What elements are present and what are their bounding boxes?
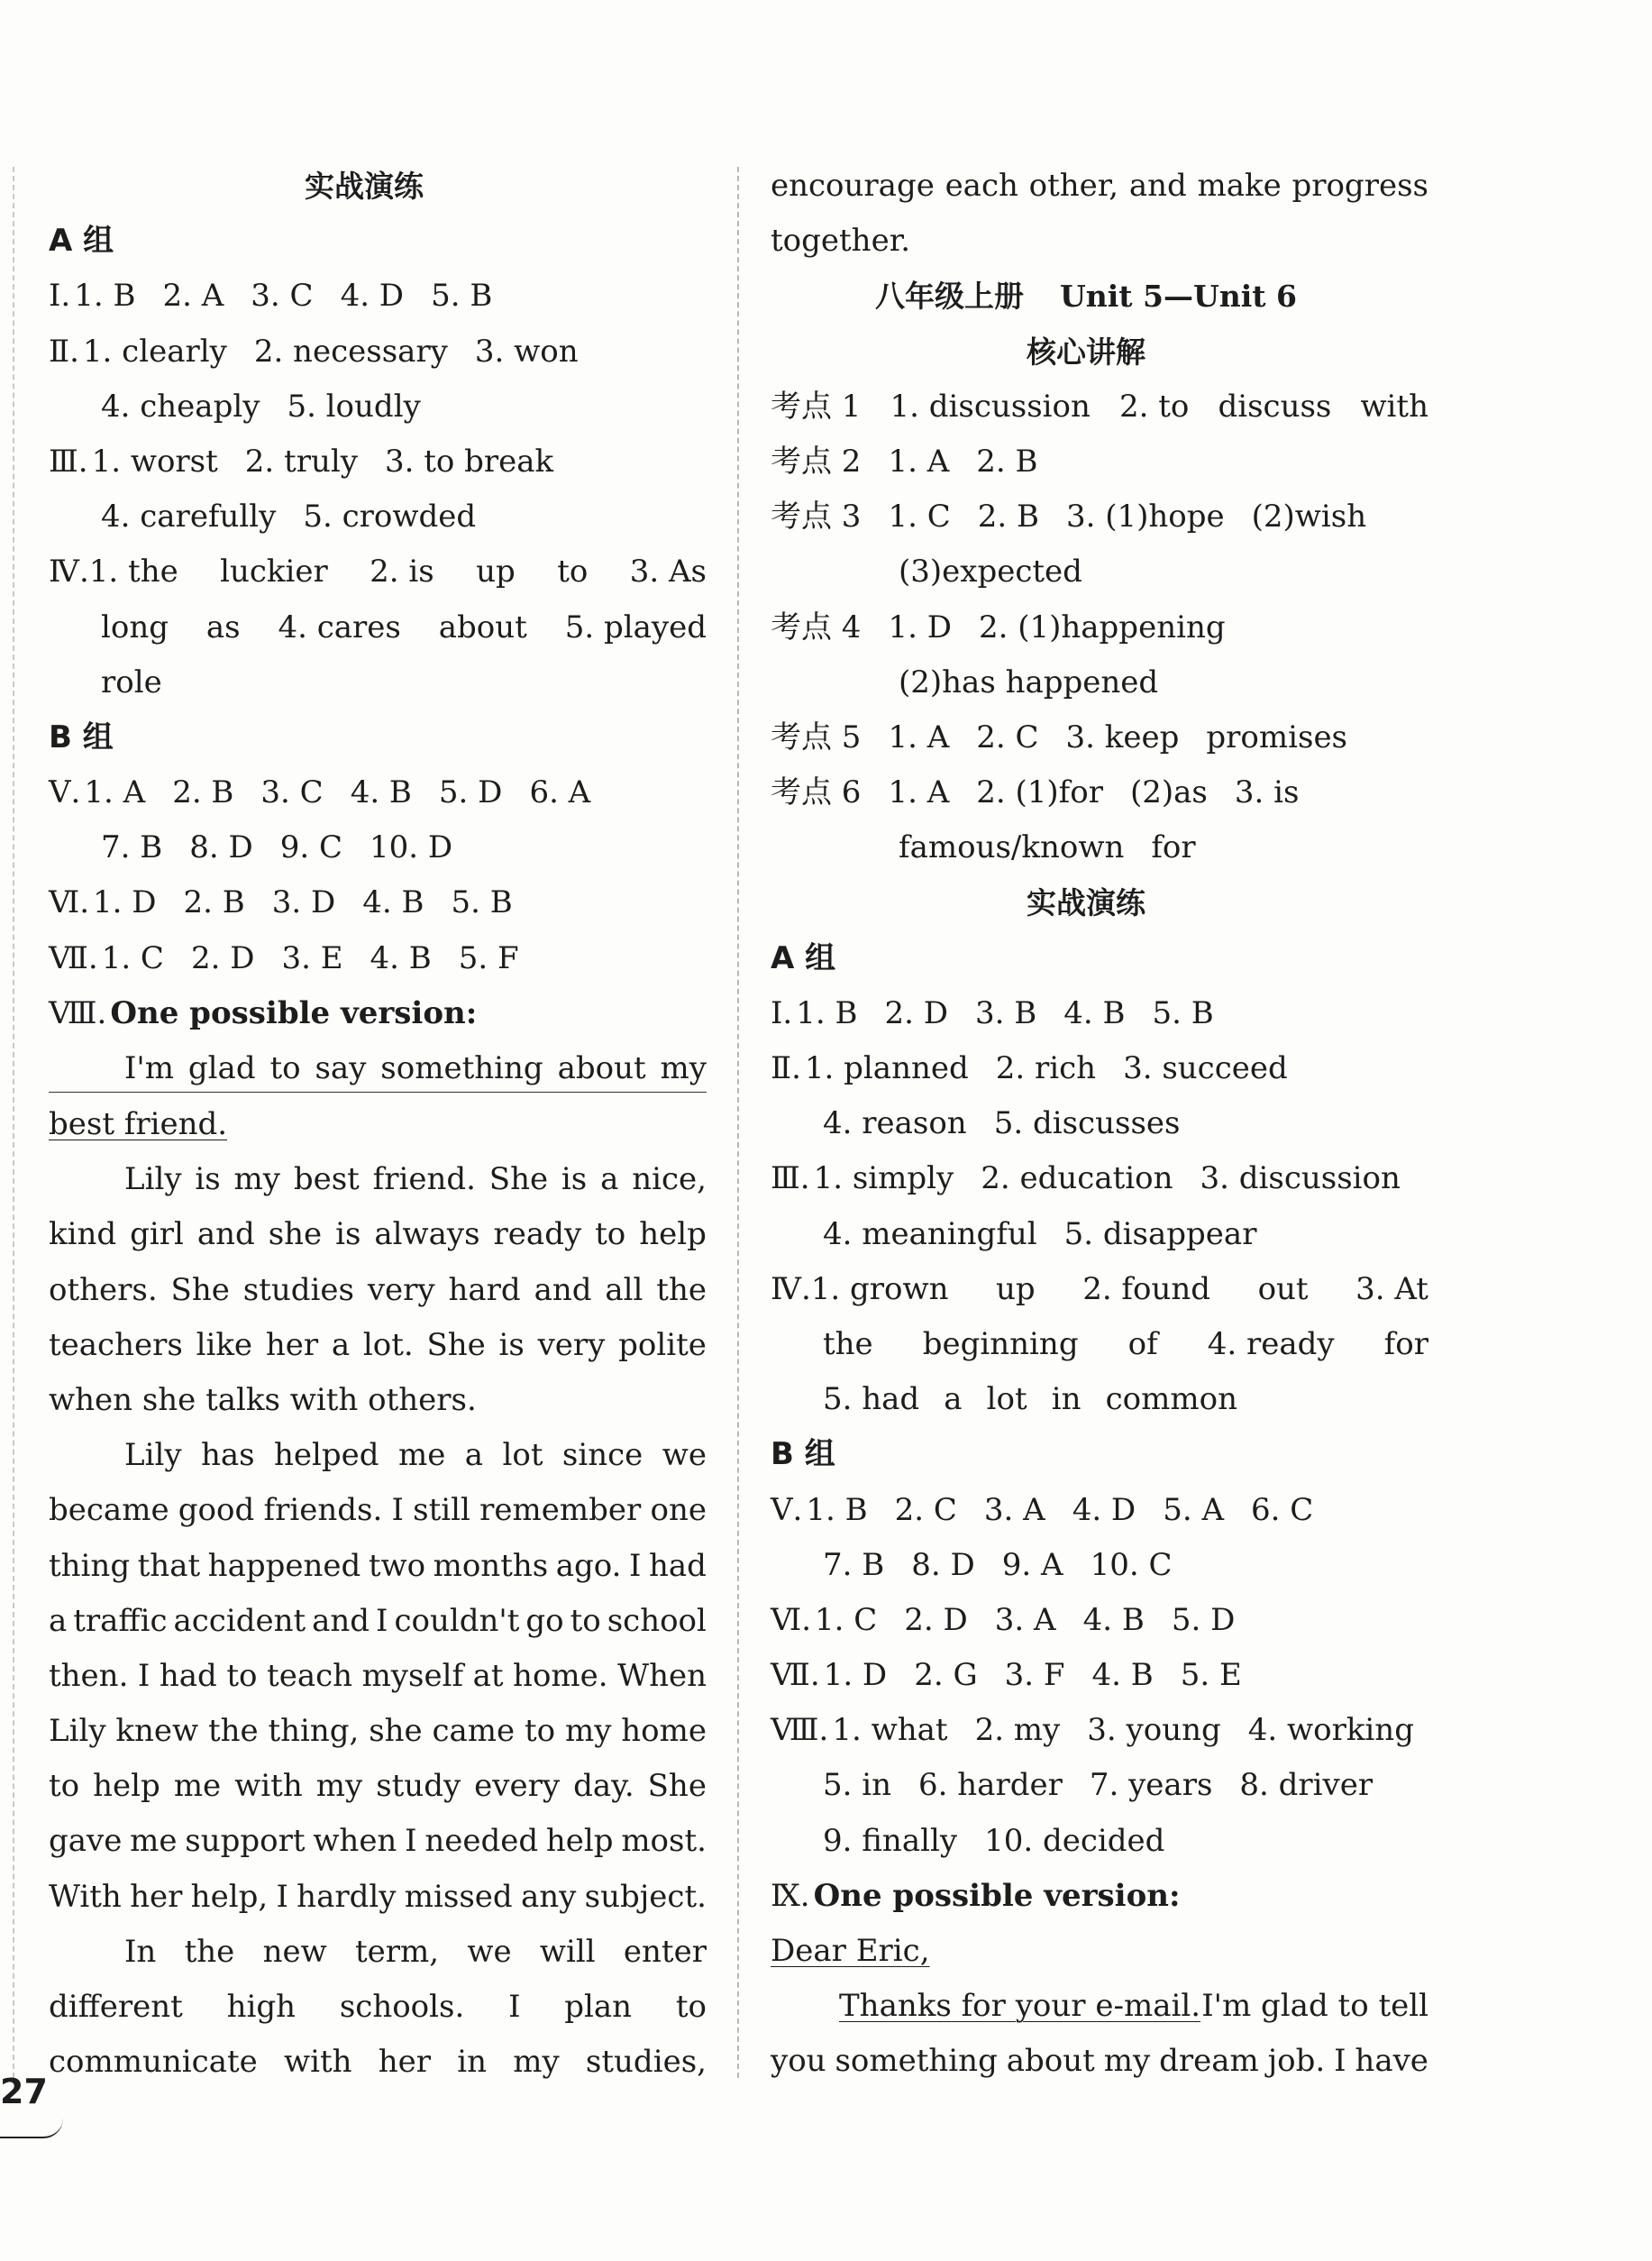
- section-title-2: 实战演练: [1027, 885, 1145, 921]
- kaodian-6b: famous/known for: [899, 829, 1196, 866]
- essay-word: When: [617, 1657, 707, 1694]
- essay-word: the: [184, 1933, 235, 1970]
- essay-word: high: [226, 1989, 297, 2025]
- essay-word: she: [268, 1216, 323, 1253]
- essay-word: my: [513, 2044, 560, 2081]
- essay-word: is: [195, 1161, 221, 1198]
- essay-word: the: [207, 1713, 259, 1750]
- essay-word: missed: [404, 1878, 513, 1915]
- essay-word: we: [662, 1437, 707, 1474]
- kaodian-4b: (2)has happened: [899, 664, 1159, 700]
- essay-word: very: [367, 1271, 435, 1308]
- essay-word: lot.: [362, 1326, 414, 1363]
- essay-word: I: [376, 1602, 388, 1639]
- essay-word: accident: [173, 1602, 306, 1639]
- essay-word: with: [234, 1768, 303, 1805]
- group-b-label: B 组: [49, 719, 114, 755]
- r-answer-row-4c: 5. had a lot in common: [823, 1381, 1237, 1418]
- answer-row-4: Ⅳ.1. the luckier 2. is up to 3. As: [49, 554, 707, 590]
- essay-word: came: [432, 1713, 516, 1750]
- essay-line: [49, 1041, 707, 1093]
- answer-row-5b: 7. B 8. D 9. C 10. D: [101, 829, 453, 866]
- essay-word: new: [262, 1933, 327, 1970]
- left-column: [49, 159, 707, 2090]
- essay-word: the: [656, 1271, 707, 1308]
- letter-line-2: you something about my dream job. I have: [771, 2043, 1428, 2080]
- essay-word: glad: [187, 1050, 256, 1086]
- essay: [49, 1041, 707, 2090]
- essay-line: [49, 1704, 707, 1759]
- r-answer-row-7: Ⅶ. 1. D 2. G 3. F 4. B 5. E: [771, 1657, 1242, 1694]
- essay-word: She: [426, 1326, 486, 1363]
- essay-line: [49, 1539, 707, 1594]
- answer-row-8: Ⅷ. One possible version:: [49, 994, 478, 1031]
- essay-word: studies: [242, 1271, 354, 1308]
- essay-word: when: [313, 1823, 397, 1860]
- essay-word: became: [49, 1492, 169, 1529]
- essay-word: In: [124, 1933, 157, 1970]
- essay-line: [49, 1483, 707, 1538]
- essay-word: I: [137, 1657, 151, 1694]
- essay-word: my: [564, 1713, 612, 1750]
- essay-word: a: [331, 1326, 351, 1363]
- essay-word: had: [648, 1547, 707, 1584]
- essay-continued-2: together.: [771, 223, 911, 260]
- essay-word: good: [178, 1492, 255, 1529]
- left-margin-line: [13, 167, 14, 2078]
- essay-word: she: [369, 1713, 423, 1750]
- essay-word: She: [647, 1768, 707, 1805]
- r-answer-row-4: Ⅳ.1. grown up 2. found out 3. At: [771, 1270, 1428, 1307]
- essay-word: go: [525, 1602, 564, 1639]
- essay-word: and: [312, 1602, 370, 1639]
- essay-line: [49, 1649, 707, 1704]
- essay-word: nice,: [632, 1161, 707, 1198]
- essay-word: thing,: [268, 1713, 360, 1750]
- essay-word: every: [474, 1768, 561, 1805]
- essay-word: With: [49, 1878, 122, 1915]
- essay-word: all: [605, 1271, 643, 1308]
- page-number: 27: [0, 2072, 48, 2111]
- essay-word: very: [537, 1326, 606, 1363]
- r-answer-row-8b: 5. in 6. harder 7. years 8. driver: [823, 1767, 1374, 1804]
- essay-word: girl: [130, 1216, 184, 1253]
- essay-word: a: [49, 1602, 68, 1639]
- essay-word: I: [391, 1492, 404, 1529]
- letter-salutation: Dear Eric,: [771, 1933, 930, 1969]
- essay-word: still: [413, 1492, 470, 1529]
- r-answer-row-5: Ⅴ. 1. B 2. C 3. A 4. D 5. A 6. C: [771, 1491, 1314, 1528]
- essay-word: friends.: [263, 1492, 383, 1529]
- essay-line: [49, 1373, 707, 1428]
- essay-line: [49, 1318, 707, 1373]
- essay-line: [49, 1207, 707, 1262]
- essay-word: to: [525, 1713, 556, 1750]
- kaodian-3: 考点 3 1. C 2. B 3. (1)hope (2)wish: [771, 499, 1367, 536]
- essay-word: say: [315, 1050, 367, 1086]
- essay-word: since: [561, 1437, 643, 1474]
- essay-word: my: [315, 1768, 363, 1805]
- kaodian-2: 考点 2 1. A 2. B: [771, 443, 1038, 480]
- essay-word: with: [283, 2044, 352, 2081]
- essay-word: hardly: [297, 1878, 397, 1915]
- essay-line: [49, 1870, 707, 1925]
- essay-word: friend.: [372, 1161, 476, 1198]
- essay-word: help: [639, 1216, 707, 1253]
- column-divider: [737, 167, 739, 2078]
- essay-word: will: [539, 1933, 596, 1970]
- essay-word: ready: [493, 1216, 582, 1253]
- essay-word: her: [130, 1878, 183, 1915]
- r-answer-row-5b: 7. B 8. D 9. A 10. C: [823, 1546, 1173, 1583]
- essay-word: help,: [190, 1878, 269, 1915]
- answer-row-4c: role: [101, 664, 162, 700]
- essay-line: [49, 2035, 707, 2090]
- essay-word: kind: [49, 1216, 117, 1253]
- essay-word: She: [170, 1271, 230, 1308]
- kaodian-5: 考点 5 1. A 2. C 3. keep promises: [771, 719, 1348, 755]
- essay-word: to: [226, 1657, 258, 1694]
- essay-word: term,: [354, 1933, 440, 1970]
- essay-word: two: [368, 1547, 426, 1584]
- essay-word: something: [380, 1050, 543, 1086]
- essay-word: most.: [621, 1823, 707, 1860]
- essay-word: help: [545, 1823, 614, 1860]
- r-answer-row-8c: 9. finally 10. decided: [823, 1822, 1165, 1859]
- kaodian-4: 考点 4 1. D 2. (1)happening: [771, 609, 1226, 645]
- core-heading: 核心讲解: [1027, 334, 1145, 370]
- essay-word: day.: [573, 1768, 634, 1805]
- essay-word: always: [374, 1216, 480, 1253]
- essay-line: [49, 1759, 707, 1814]
- essay-word: plan: [564, 1989, 633, 2025]
- essay-word: and: [534, 1271, 592, 1308]
- answer-row-1: Ⅰ. 1. B 2. A 3. C 4. D 5. B: [49, 278, 493, 315]
- essay-word: then.: [49, 1657, 129, 1694]
- r-answer-row-1: Ⅰ. 1. B 2. D 3. B 4. B 5. B: [771, 994, 1214, 1031]
- r-answer-row-3b: 4. meaningful 5. disappear: [823, 1215, 1257, 1252]
- r-answer-row-4b: the beginning of 4. ready for: [823, 1325, 1428, 1362]
- answer-row-3: Ⅲ. 1. worst 2. truly 3. to break: [49, 443, 554, 480]
- essay-word: her: [265, 1326, 319, 1363]
- essay-word: about: [557, 1050, 646, 1086]
- essay-word: studies,: [585, 2044, 707, 2081]
- essay-word: home.: [513, 1657, 608, 1694]
- essay-word: is: [335, 1216, 361, 1253]
- essay-word: one: [650, 1492, 707, 1529]
- essay-word: school: [607, 1602, 707, 1639]
- group-b-label-2: B 组: [771, 1436, 835, 1473]
- essay-word: to: [675, 1989, 707, 2025]
- essay-word: help: [93, 1768, 160, 1805]
- essay-word: lot: [502, 1437, 543, 1474]
- essay-line: [49, 1097, 707, 1152]
- essay-word: her: [378, 2044, 432, 2081]
- essay-word: Lily: [124, 1161, 182, 1198]
- essay-word: at: [472, 1657, 504, 1694]
- r-answer-row-2: Ⅱ. 1. planned 2. rich 3. succeed: [771, 1050, 1288, 1086]
- right-column: [771, 159, 1428, 2090]
- essay-line: [49, 1925, 707, 1980]
- essay-word: my: [660, 1050, 707, 1086]
- essay-word: and: [196, 1216, 255, 1253]
- essay-word: polite: [618, 1326, 707, 1363]
- essay-word: in: [457, 2044, 488, 2081]
- section-title: 实战演练: [305, 169, 424, 204]
- r-answer-row-6: Ⅵ. 1. C 2. D 3. A 4. B 5. D: [771, 1601, 1236, 1638]
- answer-row-2b: 4. cheaply 5. loudly: [101, 388, 421, 425]
- essay-word: Lily: [49, 1713, 106, 1750]
- essay-word: communicate: [49, 2044, 258, 2081]
- essay-word: enter: [623, 1933, 707, 1970]
- page-corner-curve: [0, 2119, 63, 2138]
- answer-row-6: Ⅵ. 1. D 2. B 3. D 4. B 5. B: [49, 884, 513, 921]
- essay-word: I: [405, 1823, 417, 1860]
- essay-word: ago.: [555, 1547, 622, 1584]
- essay-word: a: [600, 1161, 619, 1198]
- essay-word: my: [233, 1161, 280, 1198]
- essay-word: to: [49, 1768, 80, 1805]
- essay-word: me: [130, 1823, 178, 1860]
- answer-row-4b: long as 4. cares about 5. played: [101, 609, 707, 645]
- essay-word: happened: [207, 1547, 361, 1584]
- essay-line: [49, 1152, 707, 1207]
- essay-word: helped: [274, 1437, 379, 1474]
- essay-word: home: [621, 1713, 707, 1750]
- essay-word: we: [467, 1933, 512, 1970]
- essay-word: study: [376, 1768, 461, 1805]
- essay-word: I: [508, 1989, 521, 2025]
- essay-word: I: [276, 1878, 288, 1915]
- essay-word: is: [561, 1161, 588, 1198]
- essay-word: to: [269, 1050, 301, 1086]
- essay-word: months: [433, 1547, 549, 1584]
- essay-word: teach: [267, 1657, 353, 1694]
- essay-word: couldn't: [394, 1602, 520, 1639]
- essay-text: best friend.: [49, 1106, 228, 1142]
- essay-word: is: [498, 1326, 525, 1363]
- essay-word: support: [185, 1823, 306, 1860]
- essay-word: myself: [361, 1657, 464, 1694]
- letter-line-1: Thanks for your e-mail. I'm glad to tell: [839, 1988, 1428, 2025]
- kaodian-3b: (3)expected: [899, 554, 1082, 590]
- kaodian-6: 考点 6 1. A 2. (1)for (2)as 3. is: [771, 774, 1300, 811]
- essay-word: had: [159, 1657, 217, 1694]
- essay-line: [49, 1428, 707, 1483]
- r-answer-row-8: Ⅷ. 1. what 2. my 3. young 4. working: [771, 1712, 1414, 1749]
- group-a-label-2: A 组: [771, 939, 836, 976]
- essay-continued: encourage each other, and make progress: [771, 168, 1428, 204]
- answer-row-7: Ⅶ. 1. C 2. D 3. E 4. B 5. F: [49, 939, 519, 976]
- essay-word: to: [570, 1602, 601, 1639]
- essay-word: me: [397, 1437, 446, 1474]
- essay-word: I'm: [124, 1050, 175, 1086]
- essay-word: Lily: [124, 1437, 182, 1474]
- essay-word: best: [293, 1161, 360, 1198]
- essay-word: like: [196, 1326, 253, 1363]
- answer-row-5: Ⅴ. 1. A 2. B 3. C 4. B 5. D 6. A: [49, 774, 591, 811]
- kaodian-1: 考点 1 1. discussion 2. to discuss with: [771, 388, 1428, 425]
- answer-row-2: Ⅱ. 1. clearly 2. necessary 3. won: [49, 333, 579, 370]
- essay-line: [49, 1814, 707, 1869]
- essay-word: others.: [49, 1271, 158, 1308]
- essay-word: me: [173, 1768, 222, 1805]
- essay-word: thing: [49, 1547, 131, 1584]
- essay-word: remember: [479, 1492, 642, 1529]
- essay-word: knew: [115, 1713, 199, 1750]
- essay-word: a: [464, 1437, 484, 1474]
- essay-word: to: [595, 1216, 626, 1253]
- essay-line: [49, 1263, 707, 1318]
- group-a-label: A 组: [49, 223, 114, 260]
- r-answer-row-9: Ⅸ. One possible version:: [771, 1877, 1181, 1914]
- essay-word: needed: [424, 1823, 539, 1860]
- essay-word: I: [629, 1547, 642, 1584]
- essay-text: when she talks with others.: [49, 1381, 477, 1418]
- essay-word: gave: [49, 1823, 123, 1860]
- r-answer-row-3: Ⅲ. 1. simply 2. education 3. discussion: [771, 1160, 1401, 1197]
- essay-word: schools.: [339, 1989, 465, 2025]
- essay-word: traffic: [73, 1602, 168, 1639]
- essay-word: hard: [448, 1271, 521, 1308]
- essay-line: [49, 1594, 707, 1649]
- essay-word: She: [488, 1161, 549, 1198]
- essay-word: any: [520, 1878, 577, 1915]
- essay-word: has: [200, 1437, 255, 1474]
- essay-word: teachers: [49, 1326, 183, 1363]
- essay-word: different: [49, 1989, 183, 2025]
- answer-row-3b: 4. carefully 5. crowded: [101, 499, 477, 536]
- essay-word: subject.: [584, 1878, 707, 1915]
- essay-word: that: [137, 1547, 201, 1584]
- unit-heading: 八年级上册 Unit 5—Unit 6: [874, 279, 1297, 315]
- r-answer-row-2b: 4. reason 5. discusses: [823, 1105, 1181, 1142]
- essay-line: [49, 1980, 707, 2035]
